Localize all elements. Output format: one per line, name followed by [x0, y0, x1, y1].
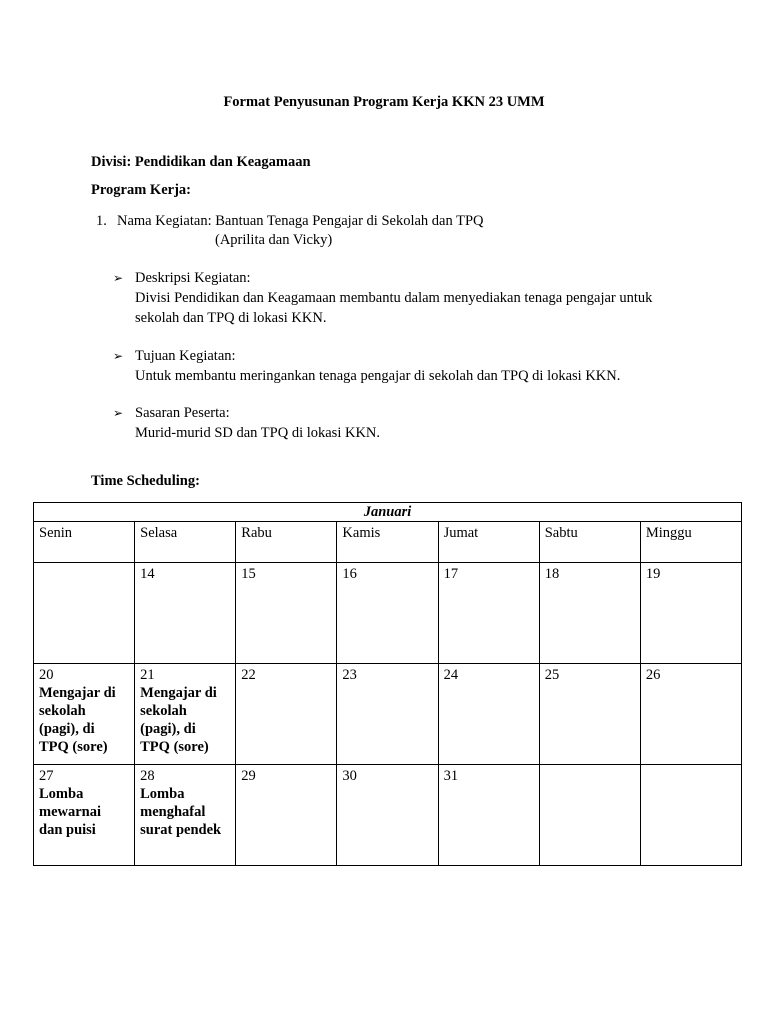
calendar-day-cell: [236, 563, 337, 664]
day-header-rabu: Rabu: [236, 522, 337, 563]
calendar-day-cell: [438, 765, 539, 866]
calendar-event-line: TPQ (sore): [39, 739, 108, 755]
calendar-event-line: (pagi), di: [140, 721, 196, 737]
calendar-day-cell: [34, 765, 135, 866]
calendar-day-cell: [34, 563, 135, 664]
calendar-date: 16: [342, 566, 357, 582]
calendar-day-cell: [539, 765, 640, 866]
calendar-week-row: [34, 664, 742, 765]
tujuan-line-1: Untuk membantu meringankan tenaga pengajar di sekolah dan TPQ di lokasi KKN.: [135, 368, 621, 384]
deskripsi-heading: Deskripsi Kegiatan:: [135, 270, 251, 286]
nama-kegiatan: Nama Kegiatan: Bantuan Tenaga Pengajar di Sekolah dan TPQ: [117, 213, 484, 229]
calendar-event: [39, 684, 134, 756]
day-header-kamis: Kamis: [337, 522, 438, 563]
calendar-event-line: menghafal: [140, 804, 206, 820]
calendar-day-cell: [135, 664, 236, 765]
pelaksana: (Aprilita dan Vicky): [215, 232, 333, 248]
arrow-bullet-icon: ➢: [113, 406, 124, 420]
calendar-event: [140, 785, 235, 839]
calendar-day-cell: [135, 563, 236, 664]
day-header-jumat: Jumat: [438, 522, 539, 563]
deskripsi-line-1: Divisi Pendidikan dan Keagamaan membantu dalam menyediakan tenaga pengajar untuk: [135, 290, 653, 306]
calendar-date: 19: [645, 566, 661, 582]
calendar-date: 27: [39, 768, 54, 784]
calendar-event-line: Lomba: [39, 786, 84, 802]
program-kerja-heading: Program Kerja:: [91, 182, 191, 198]
calendar-event-line: surat pendek: [140, 822, 222, 838]
calendar-day-cell: [640, 664, 741, 765]
calendar-event-line: Lomba: [140, 786, 185, 802]
arrow-bullet-icon: ➢: [113, 349, 124, 363]
calendar-table: [33, 502, 742, 866]
time-scheduling-heading: Time Scheduling:: [91, 473, 200, 489]
calendar-day-cell: [337, 563, 438, 664]
calendar-week-row: [34, 563, 742, 664]
calendar-day-cell: [438, 563, 539, 664]
calendar-date: 24: [443, 667, 459, 683]
sasaran-line-1: Murid-murid SD dan TPQ di lokasi KKN.: [135, 425, 381, 441]
calendar-day-cell: [337, 664, 438, 765]
calendar-event-line: sekolah: [39, 703, 86, 719]
calendar-date: 25: [544, 667, 560, 683]
calendar-event: [39, 785, 134, 839]
calendar-month: Januari: [34, 503, 742, 522]
tujuan-heading: Tujuan Kegiatan:: [135, 348, 236, 364]
calendar-date: 26: [645, 667, 661, 683]
calendar-date: 20: [39, 667, 54, 683]
calendar-date: 29: [241, 768, 256, 784]
calendar-date: 30: [342, 768, 357, 784]
divisi-heading: Divisi: Pendidikan dan Keagamaan: [91, 154, 311, 170]
calendar-event-line: TPQ (sore): [140, 739, 209, 755]
calendar-day-cell: [135, 765, 236, 866]
calendar-event-line: (pagi), di: [39, 721, 95, 737]
calendar-event-line: Mengajar di: [140, 685, 217, 701]
calendar-day-cell: [539, 664, 640, 765]
calendar-week-row: [34, 765, 742, 866]
day-header-minggu: Minggu: [640, 522, 741, 563]
calendar-date: 31: [443, 768, 459, 784]
calendar-date: 18: [544, 566, 560, 582]
calendar-event-line: mewarnai: [39, 804, 102, 820]
calendar-day-cell: [34, 664, 135, 765]
calendar-day-cell: [438, 664, 539, 765]
calendar-date: 23: [342, 667, 357, 683]
calendar-date: 17: [443, 566, 459, 582]
calendar-date: 15: [241, 566, 256, 582]
calendar-day-cell: [539, 563, 640, 664]
day-header-selasa: Selasa: [135, 522, 236, 563]
list-number: 1.: [96, 213, 107, 229]
arrow-bullet-icon: ➢: [113, 271, 124, 285]
calendar-event-line: Mengajar di: [39, 685, 116, 701]
calendar-date: 21: [140, 667, 155, 683]
calendar-event-line: dan puisi: [39, 822, 96, 838]
calendar-event-line: sekolah: [140, 703, 187, 719]
calendar-header-row: [34, 522, 742, 563]
calendar-event: [140, 684, 235, 756]
calendar-day-cell: [236, 664, 337, 765]
deskripsi-line-2: sekolah dan TPQ di lokasi KKN.: [135, 310, 327, 326]
calendar-date: 28: [140, 768, 155, 784]
day-header-senin: Senin: [34, 522, 135, 563]
calendar-day-cell: [337, 765, 438, 866]
document-title: Format Penyusunan Program Kerja KKN 23 UMM: [223, 94, 545, 110]
sasaran-heading: Sasaran Peserta:: [135, 405, 230, 421]
calendar-date: 14: [140, 566, 155, 582]
calendar-day-cell: [640, 563, 741, 664]
day-header-sabtu: Sabtu: [539, 522, 640, 563]
calendar-date: 22: [241, 667, 256, 683]
calendar-day-cell: [236, 765, 337, 866]
calendar-day-cell: [640, 765, 741, 866]
